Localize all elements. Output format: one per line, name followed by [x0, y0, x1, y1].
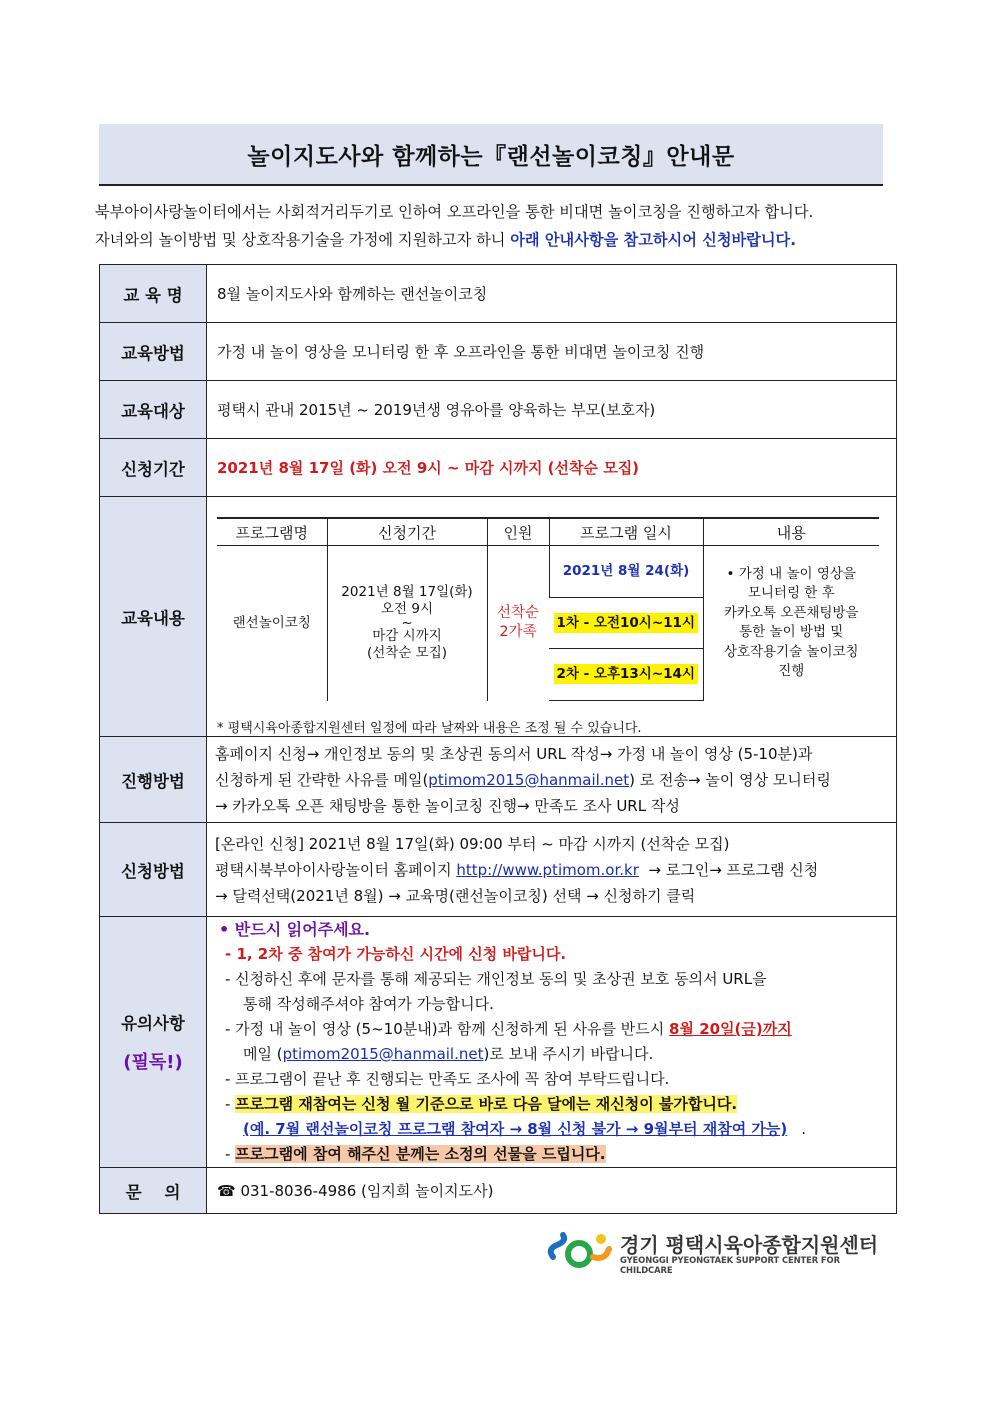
desc-line: 통한 놀이 방법 및 — [739, 624, 844, 641]
note-2b: 통해 작성해주셔야 참여가 가능합니다. — [243, 995, 494, 1013]
value-period: 2021년 8월 17일 (화) 오전 9시 ~ 마감 시까지 (선착순 모집) — [207, 439, 897, 497]
deadline: 8월 20일(금)까지 — [669, 1020, 792, 1038]
cell-program-name: 랜선놀이코칭 — [232, 614, 311, 631]
count-line: 선착순 — [496, 605, 540, 622]
apply-line: (선착순 모집) — [366, 645, 448, 662]
label-apply: 신청방법 — [100, 823, 207, 917]
value-content — [207, 497, 897, 737]
value-process — [207, 737, 897, 823]
desc-line: • 가정 내 놀이 영상을 — [726, 565, 856, 582]
row-target — [100, 381, 897, 439]
cell-description — [703, 546, 879, 701]
apply-line-3: → 달력선택(2021년 8월) → 교육명(랜선놀이코칭) 선택 → 신청하기 클릭 — [215, 886, 696, 905]
title-box — [99, 124, 883, 186]
center-logo-icon — [545, 1227, 615, 1273]
apply-line: 2021년 8월 17일(화) — [341, 584, 473, 601]
note-2a: - 신청하신 후에 문자를 통해 제공되는 개인정보 동의 및 초상권 보호 동의서 URL을 — [225, 970, 767, 988]
note-3b-post: )로 보내 주시기 바랍니다. — [483, 1045, 654, 1063]
row-notes — [100, 917, 897, 1168]
intro-line-2-highlight: 아래 안내사항을 참고하시어 신청바랍니다. — [510, 231, 796, 249]
program-date: 2021년 8월 24(화) — [562, 563, 690, 579]
process-line-2b: ) 로 전송→ 놀이 영상 모니터링 — [629, 770, 831, 789]
label-method: 교육방법 — [100, 323, 207, 381]
desc-line: 진행 — [778, 663, 805, 680]
row-period — [100, 439, 897, 497]
label-process: 진행방법 — [100, 737, 207, 823]
note-5-highlight: 프로그램 재참여는 신청 월 기준으로 바로 다음 달에는 재신청이 불가합니다. — [235, 1095, 738, 1113]
row-edu-name — [100, 265, 897, 323]
intro-line-2-plain: 자녀와의 놀이방법 및 상호작용기술을 가정에 지원하고자 하니 — [95, 231, 511, 249]
apply-line: 오전 9시 — [380, 601, 433, 618]
desc-line: 카카오톡 오픈채팅방을 — [723, 604, 859, 621]
value-edu-name: 8월 놀이지도사와 함께하는 랜선놀이코칭 — [207, 265, 897, 323]
note-3a-text: - 가정 내 놀이 영상 (5~10분내)과 함께 신청하게 된 사유를 반드시 — [225, 1020, 670, 1038]
apply-line-1: [온라인 신청] 2021년 8월 17일(화) 09:00 부터 ~ 마감 시까지 (선착순 모집) — [215, 834, 730, 853]
note-7-highlight: 프로그램에 참여 해주신 분께는 소정의 선물을 드립니다. — [235, 1145, 606, 1163]
header-program-name: 프로그램명 — [217, 518, 327, 546]
intro-line-1: 북부아이사랑놀이터에서는 사회적거리두기로 인하여 오프라인을 통한 비대면 놀이코칭을 진행하고자 합니다. — [95, 203, 814, 221]
cell-count — [487, 546, 549, 701]
note-6-tail: . — [801, 1120, 807, 1138]
cell-session-2 — [549, 649, 703, 701]
cell-session-1 — [549, 598, 703, 649]
note-5 — [219, 1092, 886, 1117]
row-process — [100, 737, 897, 823]
label-notes — [100, 917, 207, 1168]
center-name: 경기 평택시육아종합지원센터 — [620, 1233, 879, 1257]
value-method: 가정 내 놀이 영상을 모니터링 한 후 오프라인을 통한 비대면 놀이코칭 진행 — [207, 323, 897, 381]
apply-line-2b: → 로그인→ 프로그램 신청 — [638, 860, 819, 879]
note-6 — [219, 1117, 886, 1142]
label-period: 신청기간 — [100, 439, 207, 497]
label-contact: 문 의 — [100, 1168, 207, 1214]
note-5-dash: - — [225, 1095, 236, 1113]
value-contact: ☎ 031-8036-4986 (임지희 놀이지도사) — [207, 1168, 897, 1214]
program-table — [217, 517, 879, 701]
notes-label-must-read: (필독!) — [123, 1052, 183, 1073]
value-apply — [207, 823, 897, 917]
intro-paragraph — [95, 198, 898, 254]
cell-apply-period — [327, 546, 487, 701]
header-description: 내용 — [703, 518, 879, 546]
row-content — [100, 497, 897, 737]
email-link[interactable]: ptimom2015@hanmail.net — [428, 770, 630, 789]
header-apply-period: 신청기간 — [327, 518, 487, 546]
desc-line: 상호작용기술 놀이코칭 — [723, 643, 859, 660]
note-6-example: (예. 7월 랜선놀이코칭 프로그램 참여자 → 8월 신청 불가 → 9월부터 재참여 가능) — [243, 1120, 788, 1138]
session-1: 1차 - 오전10시~11시 — [554, 613, 699, 633]
note-1: - 1, 2차 중 참여가 가능하신 시간에 신청 바랍니다. — [225, 945, 567, 963]
notes-email-link[interactable]: ptimom2015@hanmail.net — [282, 1045, 484, 1063]
note-3b-pre: 메일 ( — [243, 1045, 283, 1063]
homepage-link[interactable]: http://www.ptimom.or.kr — [456, 860, 639, 879]
apply-line-2a: 평택시북부아이사랑놀이터 홈페이지 — [215, 860, 457, 879]
process-line-1: 홈페이지 신청→ 개인정보 동의 및 초상권 동의서 URL 작성→ 가정 내 놀이 영상 (5-10분)과 — [215, 744, 813, 763]
note-3a — [219, 1017, 886, 1042]
count-line: 2가족 — [499, 624, 537, 641]
value-notes — [207, 917, 897, 1168]
label-target: 교육대상 — [100, 381, 207, 439]
row-apply — [100, 823, 897, 917]
note-7 — [219, 1142, 886, 1167]
value-target: 평택시 관내 2015년 ~ 2019년생 영유아를 양육하는 부모(보호자) — [207, 381, 897, 439]
must-read: • 반드시 읽어주세요. — [219, 920, 371, 939]
session-2: 2차 - 오후13시~14시 — [554, 664, 699, 684]
cell-date — [549, 546, 703, 598]
footer-logo — [545, 1227, 895, 1273]
process-line-3: → 카카오톡 오픈 채팅방을 통한 놀이코칭 진행→ 만족도 조사 URL 작성 — [215, 796, 680, 815]
label-edu-name: 교 육 명 — [100, 265, 207, 323]
intro-line-2 — [95, 226, 898, 254]
apply-line: 마감 시까지 — [372, 628, 442, 645]
header-count: 인원 — [487, 518, 549, 546]
center-name-english: GYEONGGI PYEONGTAEK SUPPORT CENTER FOR CHILDCARE — [620, 1255, 840, 1275]
row-contact — [100, 1168, 897, 1214]
note-4: - 프로그램이 끝난 후 진행되는 만족도 조사에 꼭 참여 부탁드립니다. — [225, 1070, 670, 1088]
row-method — [100, 323, 897, 381]
label-content: 교육내용 — [100, 497, 207, 737]
desc-line: 모니터링 한 후 — [747, 585, 835, 602]
info-table — [99, 264, 897, 1214]
apply-line-2 — [215, 857, 888, 883]
process-line-2 — [215, 767, 888, 793]
process-line-2a: 신청하게 된 간략한 사유를 메일( — [215, 770, 429, 789]
page-title: 놀이지도사와 함께하는『랜선놀이코칭』안내문 — [247, 143, 735, 170]
apply-line: ~ — [401, 615, 413, 632]
note-7-dash: - — [225, 1145, 236, 1163]
note-3b — [219, 1042, 886, 1067]
content-note: * 평택시육아종합지원센터 일정에 따라 날짜와 내용은 조정 될 수 있습니다. — [217, 721, 642, 736]
notes-label: 유의사항 — [121, 1014, 185, 1033]
header-schedule: 프로그램 일시 — [549, 518, 703, 546]
